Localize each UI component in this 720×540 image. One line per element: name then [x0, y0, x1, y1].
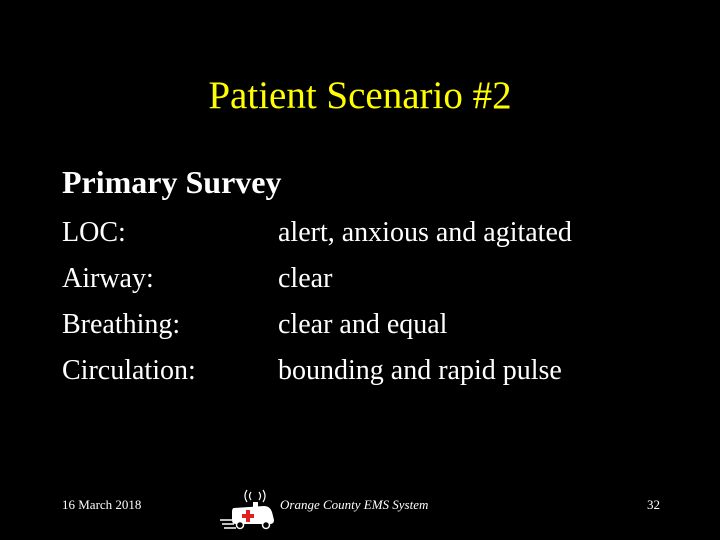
- ambulance-icon: [218, 486, 276, 530]
- survey-label: LOC:: [62, 217, 126, 248]
- footer-date: 16 March 2018: [62, 497, 142, 512]
- survey-value: alert, anxious and agitated: [278, 217, 572, 248]
- survey-value: bounding and rapid pulse: [278, 355, 562, 386]
- survey-label: Breathing:: [62, 309, 181, 340]
- survey-label: Airway:: [62, 263, 154, 294]
- footer-organization: Orange County EMS System: [280, 497, 429, 512]
- page-number: 32: [647, 497, 660, 512]
- slide-title: Patient Scenario #2: [208, 74, 512, 117]
- survey-value: clear and equal: [278, 309, 448, 340]
- survey-value: clear: [278, 263, 333, 294]
- survey-label: Circulation:: [62, 355, 196, 386]
- section-heading: Primary Survey: [62, 164, 282, 200]
